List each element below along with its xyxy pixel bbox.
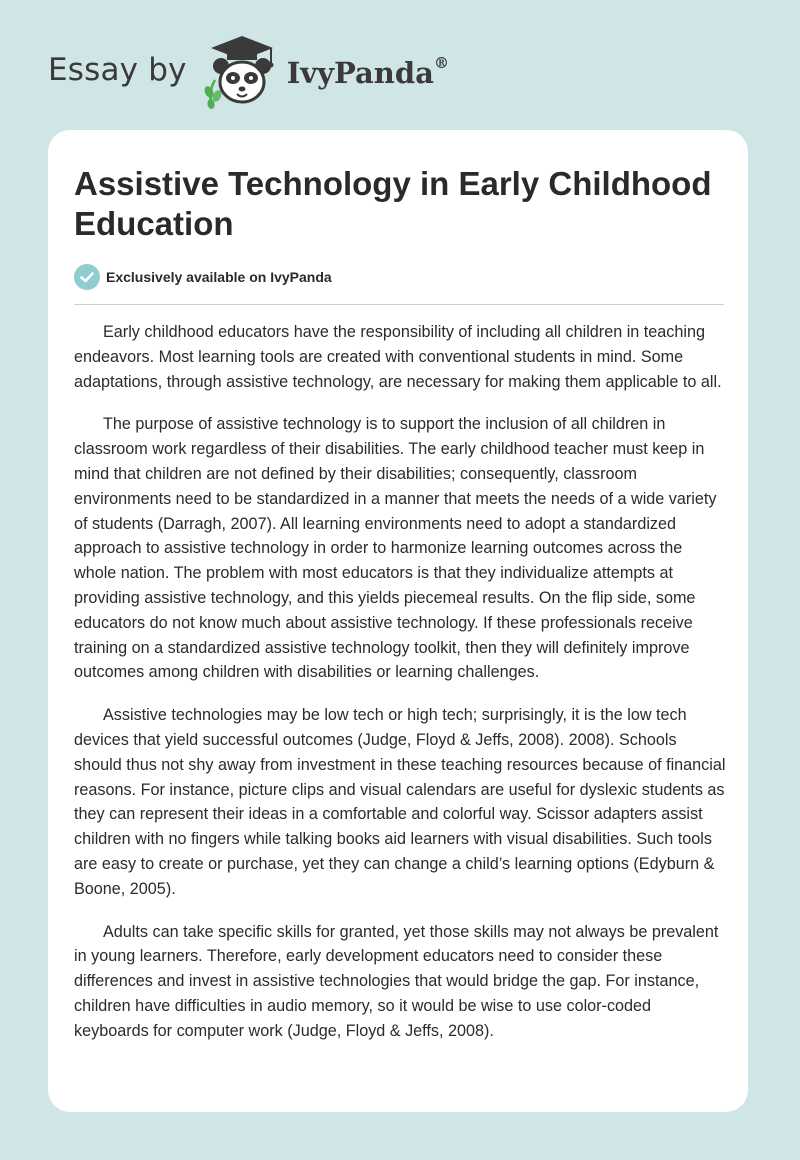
exclusive-badge (74, 264, 332, 290)
divider (74, 304, 724, 305)
panda-graduate-icon (201, 30, 283, 110)
badge-text: Exclusively available on IvyPanda (106, 269, 332, 285)
article-card (48, 130, 748, 1112)
site-header (48, 30, 449, 110)
paragraph: Assistive technologies may be low tech or high tech; surprisingly, it is the low tech devices that yield successful outcomes (Judge, Floyd & Jeffs, 2008). 2008). Schools should thus not shy away from investment in these teaching resources because of financial reasons. For instance, picture clips and visual calendars are useful for dyslexic students as they can represent their ideas in a comfortable and colorful way. Scissor adapters assist children with no fingers while talking books aid learners with visual disabilities. Such tools are easy to create or purchase, yet they can change a child’s learning options (Edyburn & Boone, 2005). (74, 706, 726, 898)
article-body (74, 320, 726, 1062)
article-title: Assistive Technology in Early Childhood Education (74, 165, 712, 242)
paragraph: The purpose of assistive technology is to support the inclusion of all children in classroom work regardless of their disabilities. The early childhood teacher must keep in mind that children are not defined by their disabilities; consequently, classroom environments need to be standardized in a manner that meets the needs of a wide variety of students (Darragh, 2007). All learning environments need to adopt a standardized approach to assistive technology in order to harmonize learning outcomes across the whole nation. The problem with most educators is that they individualize attempts at providing assistive technology, and this yields piecemeal results. On the flip side, some educators do not know much about assistive technology. If these professionals receive training on a standardized assistive technology toolkit, then they will definitely improve outcomes among children with disabilities or learning challenges. (74, 415, 717, 682)
brand-name: IvyPanda® (286, 54, 449, 90)
check-circle-icon (74, 264, 100, 290)
paragraph: Early childhood educators have the responsibility of including all children in teaching endeavors. Most learning tools are created with conventional students in mind. Some adaptations, through assistive technology, are necessary for making them applicable to all. (74, 323, 722, 391)
essay-by-label: Essay by (48, 52, 187, 88)
paragraph: Adults can take specific skills for granted, yet those skills may not always be prevalent in young learners. Therefore, early development educators need to consider these differences and invest in assistive technologies that would bridge the gap. For instance, children have difficulties in audio memory, so it would be wise to use color-coded keyboards for computer work (Judge, Floyd & Jeffs, 2008). (74, 922, 719, 1040)
